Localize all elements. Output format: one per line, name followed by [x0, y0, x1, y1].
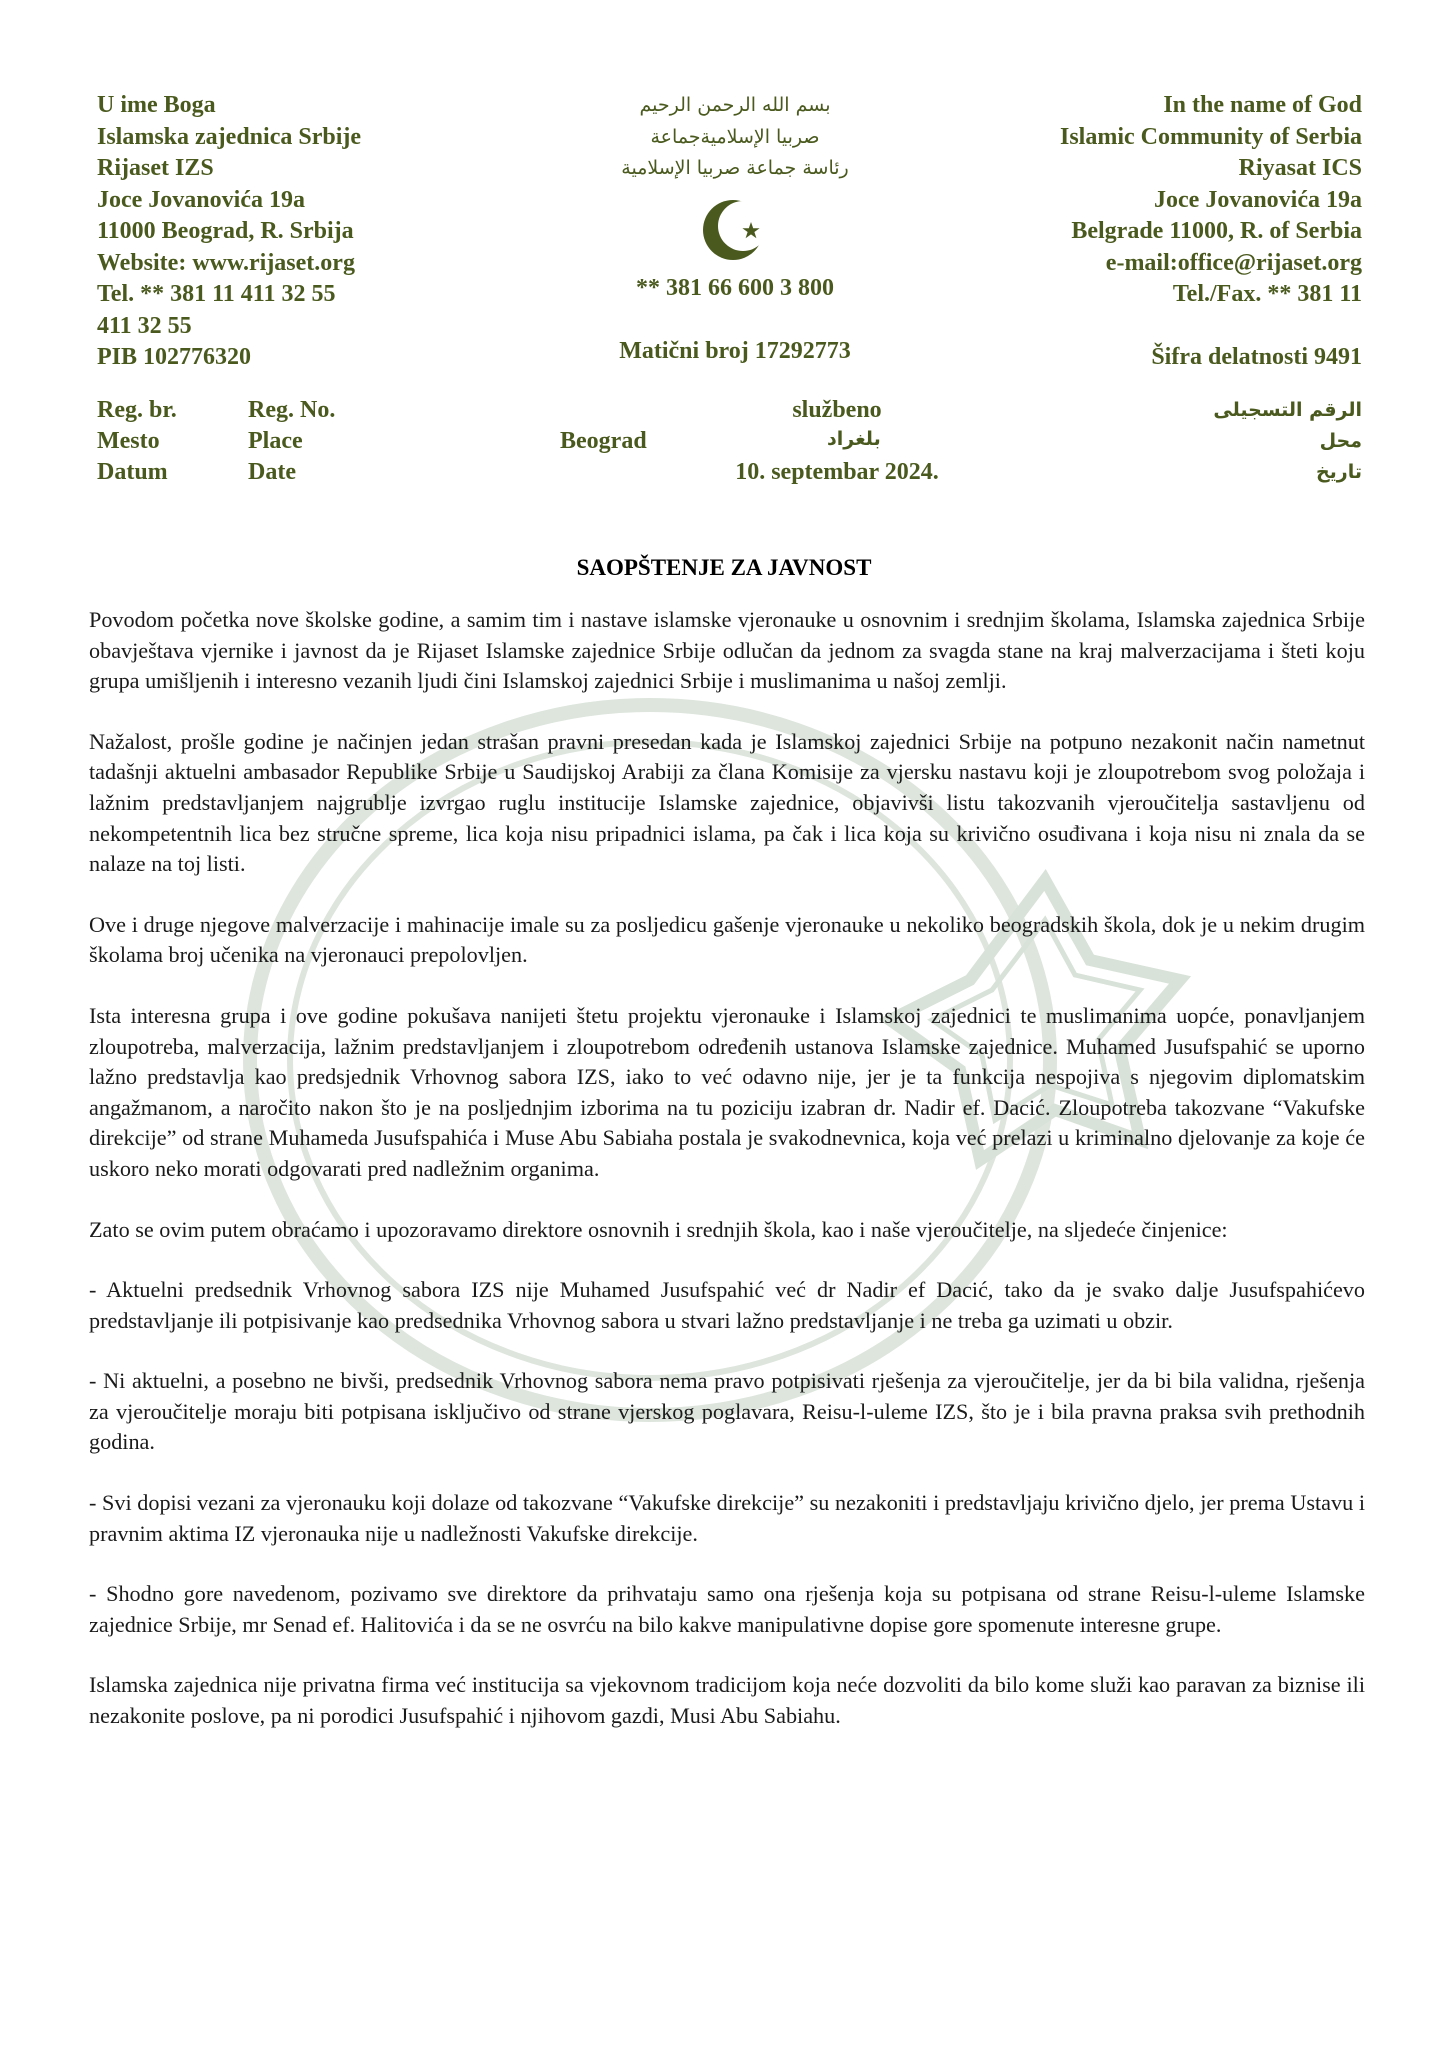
header-arabic-line: صربيا الإسلاميةجماعة	[650, 125, 820, 148]
header-left	[97, 90, 361, 374]
crescent-star-icon	[700, 195, 770, 265]
body-paragraph: Povodom početka nove školske godine, a samim tim i nastave islamske vjeronauke u osnovnim i srednjim školama, Islamska zajednica Srbije obavještava vjernike i javnost da je Rijaset Islamske zajednice Srbije odlučan da jednom za svagda stane na kraj malverzacijama i šteti koju grupa umišljenih i interesno vezanih ljudi čini Islamskoj zajednici Srbije i muslimanima u našoj zemlji.	[89, 607, 1365, 694]
header-left-line: 411 32 55	[97, 312, 192, 339]
header-left-line: Tel. ** 381 11 411 32 55	[97, 281, 336, 307]
reg-label: Date	[248, 459, 296, 485]
reg-label: Datum	[97, 459, 168, 485]
reg-labels-arabic	[1213, 395, 1362, 488]
header-left-line: PIB 102776320	[97, 344, 252, 370]
body-paragraph: - Svi dopisi vezani za vjeronauku koji dolaze od takozvane “Vakufske direkcije” su nezakoniti i predstavljaju krivično djelo, jer prema Ustavu i pravnim aktima IZ vjeronauka nije u nadležnosti Vakufske direkcije.	[89, 1490, 1365, 1546]
reg-labels-english	[248, 395, 335, 488]
header-left-line: 11000 Beograd, R. Srbija	[97, 218, 354, 244]
reg-label: Mesto	[97, 428, 160, 454]
reg-place-arabic: بلغراد	[827, 428, 881, 450]
header-right-line: In the name of God	[1163, 92, 1362, 118]
body-paragraph: - Aktuelni predsednik Vrhovnog sabora IZS nije Muhamed Jusufspahić već dr Nadir ef Dacić, tako da je svako dalje Jusufspahićevo predstavljanje ili potpisivanje kao predsednika Vrhovnog sabora u stvari lažno predstavljanje i ne treba ga uzimati u obzir.	[89, 1277, 1365, 1333]
reg-label: محل	[1319, 430, 1362, 452]
header-left-line: U ime Boga	[97, 92, 216, 118]
email-link[interactable]: e-mail:office@rijaset.org	[1105, 249, 1362, 276]
header-right-line: Tel./Fax. ** 381 11	[1172, 281, 1362, 307]
body-paragraph: Nažalost, prošle godine je načinjen jedan strašan pravni presedan kada je Islamskoj zajednici Srbije na potpuno nezakonit način nametnut tadašnji aktuelni ambasador Republike Srbije u Saudijskoj Arabiji za člana Komisije za vjersku nastavu koji je zloupotrebom svog položaja i lažnim predstavljanjem najgrublje izvrgao ruglu institucije Islamske zajednice, objavivši listu takozvanih vjeroučitelja sastavljenu od nekompetentnih lica bez stručne spreme, lica koja nisu pripadnici islama, pa čak i lica koja su krivično osuđivana i koja nisu ni znala da se nalaze na toj listi.	[89, 728, 1365, 877]
header-left-line: Islamska zajednica Srbije	[97, 123, 361, 150]
header-left-line: Rijaset IZS	[97, 155, 214, 181]
body-paragraph: Ove i druge njegove malverzacije i mahinacije imale su za posljedicu gašenje vjeronauke u nekoliko beogradskih škola, dok je u nekim drugim školama broj učenika na vjeronauci prepolovljen.	[89, 911, 1365, 968]
body-paragraph: Zato se ovim putem obraćamo i upozoravamo direktore osnovnih i srednjih škola, kao i naše vjeroučitelje, na sljedeće činjenice:	[89, 1216, 1228, 1242]
header-center	[480, 90, 990, 368]
body-paragraph: Islamska zajednica nije privatna firma već institucija sa vjekovnom tradicijom koja neće dozvoliti da bilo kome služi kao paravan za biznise ili nezakonite poslove, pa ni porodici Jusufspahić i njihovom gazdi, Musi Abu Sabiahu.	[89, 1672, 1365, 1729]
website-link[interactable]: Website: www.rijaset.org	[97, 249, 355, 276]
reg-label: تاريخ	[1315, 461, 1362, 483]
reg-label: Reg. br.	[97, 397, 177, 423]
header-right-line: Belgrade 11000, R. of Serbia	[1071, 218, 1362, 244]
registration-block	[97, 395, 1362, 495]
maticni-broj: Matični broj 17292773	[619, 338, 851, 364]
header-right-line: Islamic Community of Serbia	[1060, 123, 1362, 150]
reg-date: 10. septembar 2024.	[735, 459, 939, 485]
header-arabic-line: بسم الله الرحمن الرحيم	[639, 94, 831, 116]
body-paragraph: - Ni aktuelni, a posebno ne bivši, predsednik Vrhovnog sabora nema pravo potpisivati rješenja za vjeroučitelje, jer da bi bila validna, rješenja za vjeroučitelje moraju biti potpisana isključivo od strane vjerskog poglavara, Reisu-l-uleme IZS, što je i bila pravna praksa svih prethodnih godina.	[89, 1368, 1365, 1455]
header-arabic-line: رئاسة جماعة صربيا الإسلامية	[621, 157, 849, 179]
document-title: SAOPŠTENJE ZA JAVNOST	[576, 555, 872, 580]
header-right-line: Joce Jovanovića 19a	[1154, 186, 1362, 213]
reg-labels-local	[97, 395, 177, 488]
reg-label: Place	[248, 428, 303, 454]
header-left-line: Joce Jovanovića 19a	[97, 186, 305, 213]
header-right-line: Šifra delatnosti 9491	[1151, 344, 1362, 370]
header-right-line	[1060, 311, 1362, 343]
header-right-line: Riyasat ICS	[1238, 155, 1362, 181]
reg-place: Beograd	[560, 428, 647, 454]
document-body	[89, 605, 1365, 1762]
body-paragraph: - Shodno gore navedenom, pozivamo sve direktore da prihvataju samo ona rješenja koja su potpisana od strane Reisu-l-uleme Islamske zajednice Srbije, mr Senad ef. Halitovića i da se ne osvrću na bilo kakve manipulativne dopise gore spomenute interesne grupe.	[89, 1581, 1365, 1637]
header-right	[1060, 90, 1362, 374]
reg-label: Reg. No.	[248, 397, 336, 423]
reg-label: الرقم التسجيلى	[1213, 399, 1362, 421]
body-paragraph: Ista interesna grupa i ove godine pokušava nanijeti štetu projektu vjeronauke i Islamskoj zajednici te muslimanima uopće, ponavljanjem zloupotreba, malverzacija, lažnim predstavljanjem i zloupotrebom određenih ustanova Islamske zajednice. Muhamed Jusufspahić se uporno lažno predstavlja kao predsjednik Vrhovnog sabora IZS, iako to već odavno nije, jer je ta funkcija nespojiva s njegovim diplomatskim angažmanom, a naročito nakon što je na posljednjim izborima na tu poziciju izabran dr. Nadir ef. Dacić. Zloupotreba takozvane “Vakufske direkcije” od strane Muhameda Jusufspahića i Muse Abu Sabiaha postala je svakodnevnica, koja već prelazi u kriminalno djelovanje za koje će uskoro neko morati odgovarati pred nadležnim organima.	[89, 1002, 1365, 1181]
reg-sluzbeno: službeno	[792, 397, 882, 423]
header-phone: ** 381 66 600 3 800	[636, 274, 834, 301]
